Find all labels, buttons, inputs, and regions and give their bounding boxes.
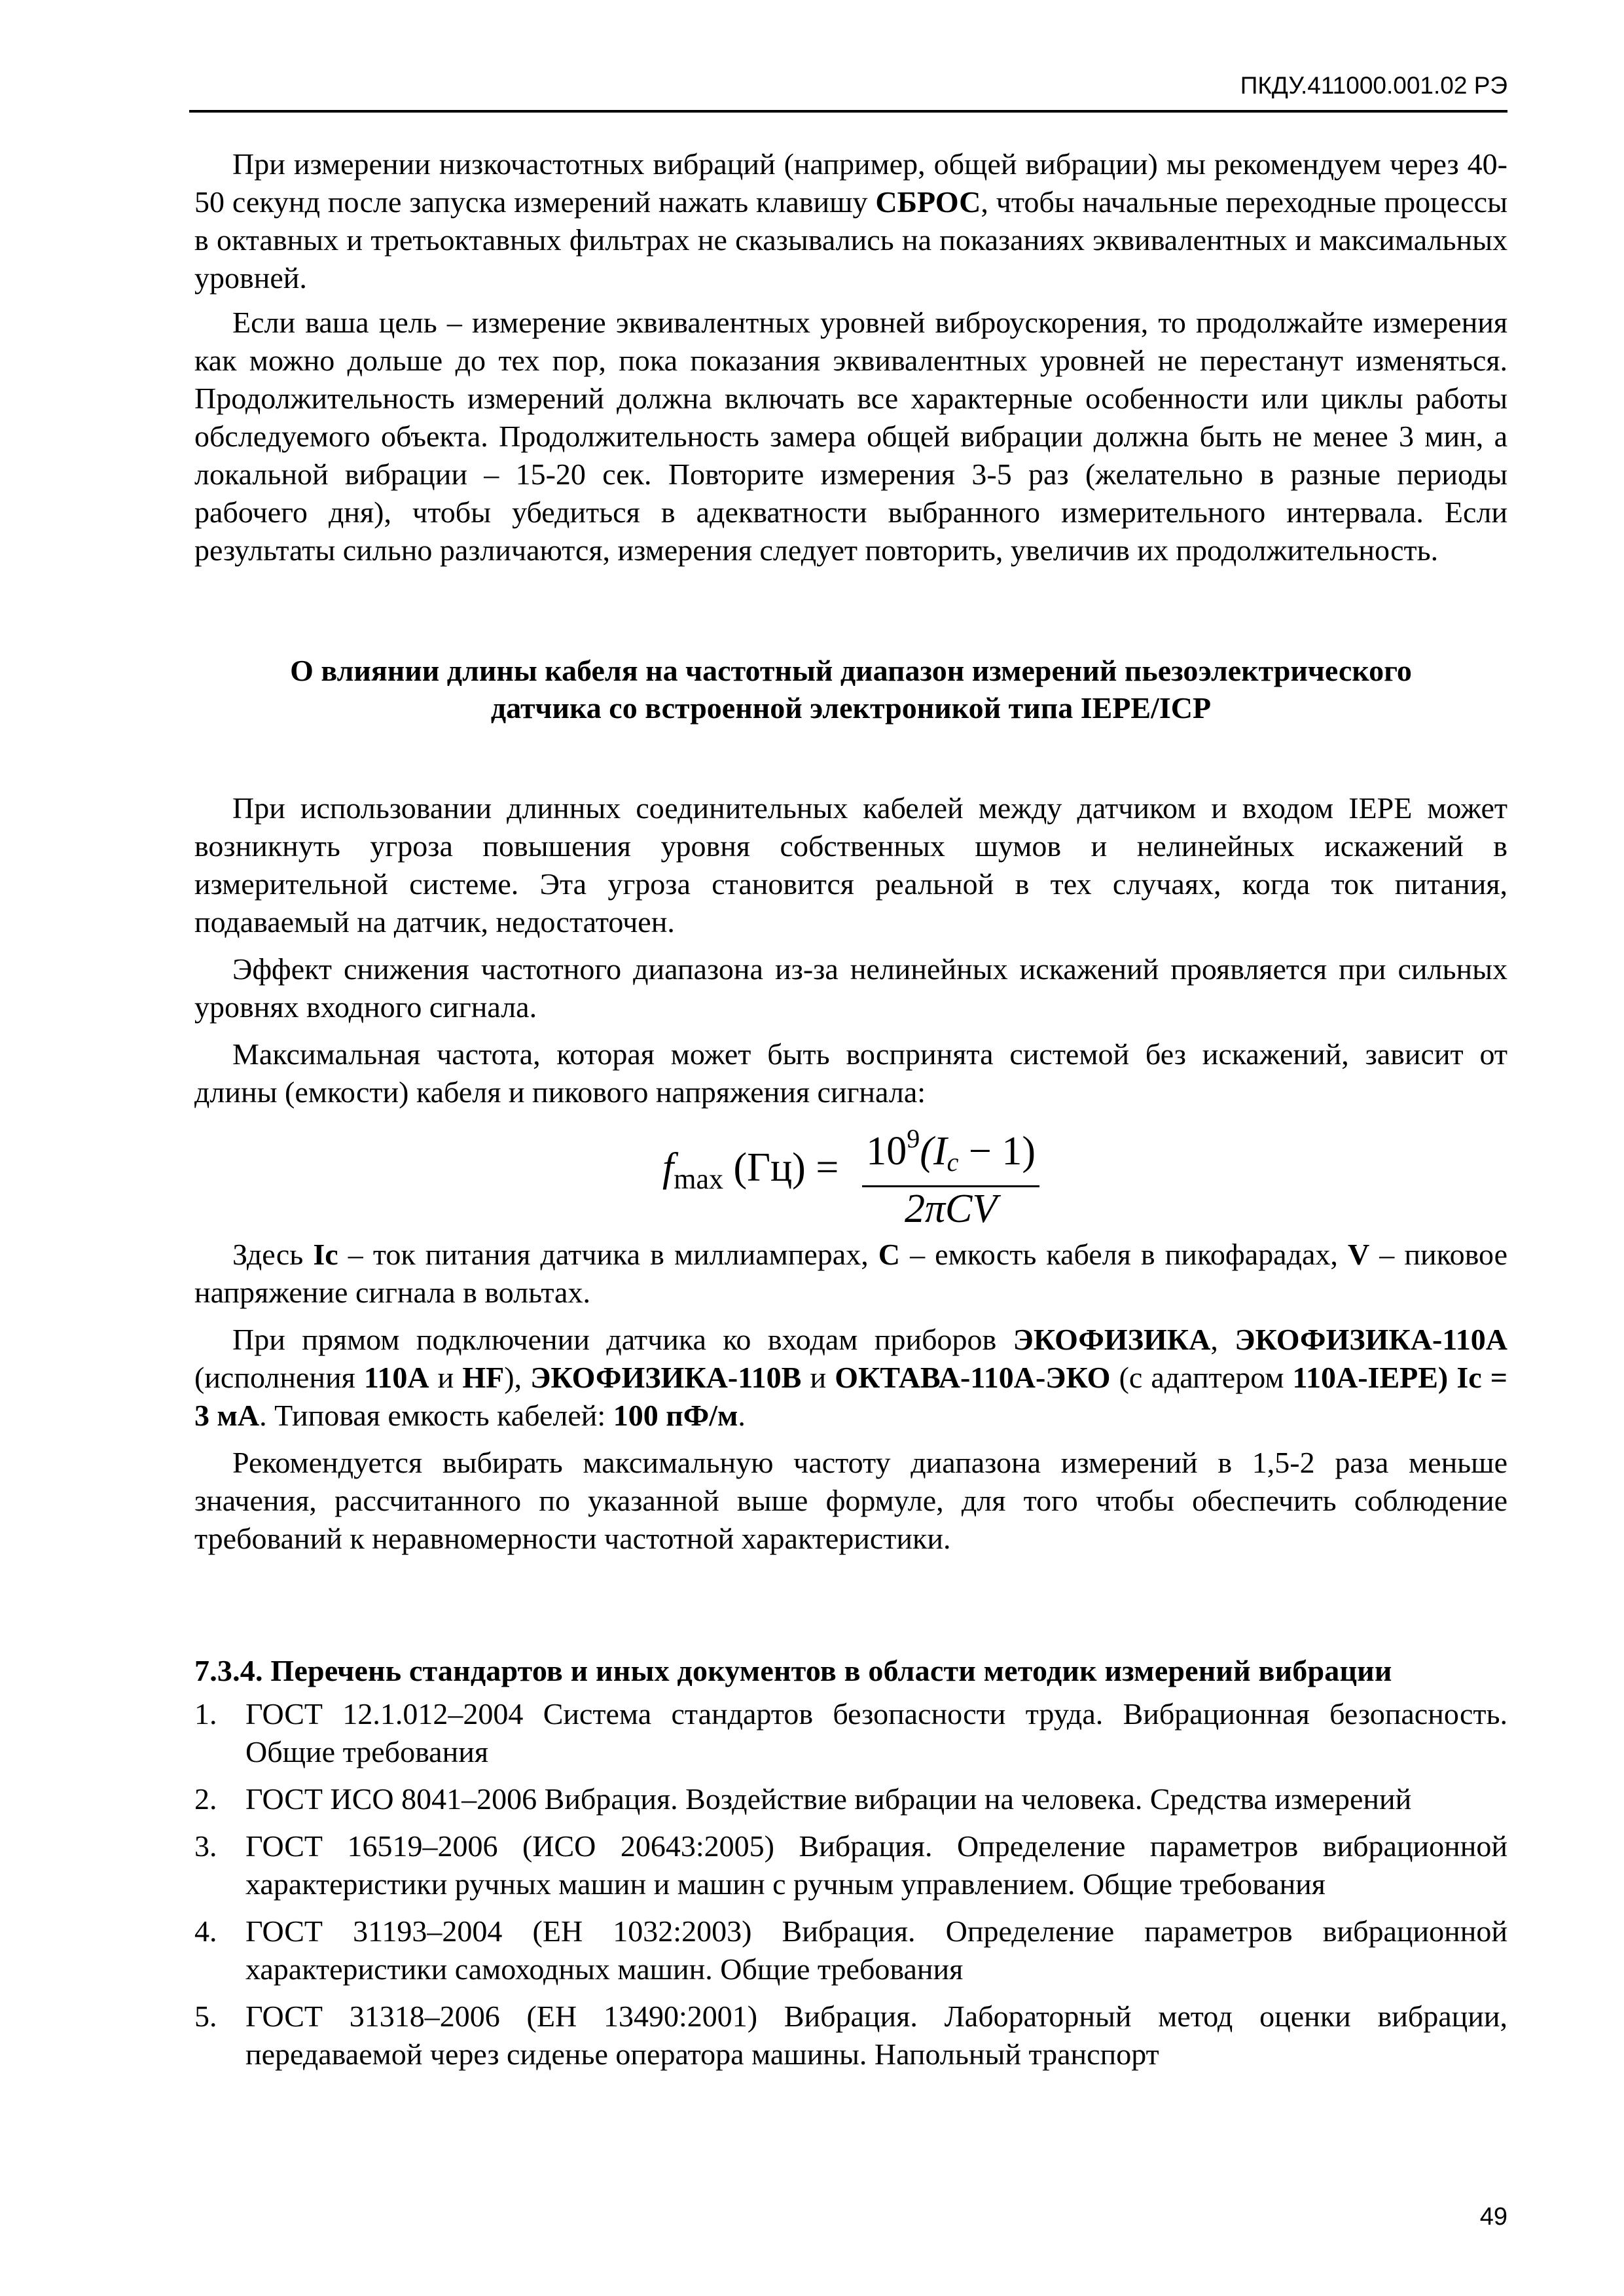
formula-num-sub: c — [947, 1147, 959, 1177]
text-run: ), — [504, 1361, 531, 1394]
spacer — [194, 579, 1507, 652]
symbol-ic: Ic — [313, 1238, 338, 1271]
text-run: и — [801, 1361, 835, 1394]
formula-fraction — [862, 1120, 1039, 1231]
text-run: Здесь — [232, 1238, 314, 1271]
key-name-reset: СБРОС — [875, 185, 981, 219]
text-run: . — [738, 1399, 746, 1432]
list-item — [194, 1695, 1507, 1771]
spacer — [194, 726, 1507, 789]
text-run: При прямом подключении датчика ко входам приборов — [232, 1323, 1013, 1356]
adapter-current: 110А-IEPE) Ic = 3 мА — [194, 1361, 1507, 1432]
list-item-text: ГОСТ ИСО 8041–2006 Вибрация. Воздействие вибрации на человека. Средства измерений — [245, 1782, 1412, 1816]
cable-capacitance: 100 пФ/м — [613, 1399, 738, 1432]
version-110a: 110А — [363, 1361, 429, 1394]
paragraph-symbols — [194, 1236, 1507, 1312]
text-run: – ток питания датчика в миллиамперах, — [338, 1238, 878, 1271]
paragraph-reset-advice — [194, 145, 1507, 297]
section-title — [194, 652, 1507, 726]
list-item-text: ГОСТ 31193–2004 (ЕН 1032:2003) Вибрация. Определение параметров вибрационной характеристики самоходных машин. Общие требования — [245, 1914, 1507, 1986]
paragraph-direct-connection — [194, 1321, 1507, 1435]
device-ecophysica-110a: ЭКОФИЗИКА-110А — [1235, 1323, 1507, 1356]
list-item-number: 4. — [194, 1914, 217, 1948]
text-run: , чтобы начальные переходные процессы в октавных и третьоктавных фильтрах не сказывались на показаниях эквивалентных и максимальных уровней. — [194, 185, 1507, 295]
formula-numerator — [862, 1120, 1039, 1187]
formula-max-sub: max — [674, 1163, 723, 1195]
text-run: (исполнения — [194, 1361, 364, 1394]
paragraph-cable-noise: При использовании длинных соединительных кабелей между датчиком и входом IEPE может возникнуть угроза повышения уровня собственных шумов и нелинейных искажений в измерительной системе. Эта угроза становится реальной в тех случаях, когда ток питания, подаваемый на датчик, недостаточен. — [194, 791, 1507, 939]
formula-unit: (Гц) = — [733, 1145, 839, 1190]
subsection-heading: 7.3.4. Перечень стандартов и иных документов в области методик измерений вибрации — [194, 1654, 1392, 1687]
paragraph-max-frequency: Максимальная частота, которая может быть воспринята системой без искажений, зависит от длины (емкости) кабеля и пикового напряжения сигнала: — [194, 1037, 1507, 1109]
formula-num-ic: (I — [920, 1128, 947, 1174]
spacer — [194, 1567, 1507, 1652]
formula-lhs — [662, 1145, 839, 1198]
text-run: – пиковое напряжение сигнала в вольтах. — [194, 1238, 1507, 1309]
formula-num-exp: 9 — [907, 1123, 920, 1153]
paragraph-frequency-effect: Эффект снижения частотного диапазона из-за нелинейных искажений проявляется при сильных уровнях входного сигнала. — [194, 952, 1507, 1024]
formula-num-close: − 1) — [958, 1128, 1036, 1174]
formula-num-base: 10 — [866, 1128, 907, 1174]
symbol-c: C — [878, 1238, 900, 1271]
header-rule — [189, 110, 1507, 113]
device-ecophysica: ЭКОФИЗИКА — [1013, 1323, 1211, 1356]
section-title-line2: датчика со встроенной электроникой типа IEPE/ICP — [490, 691, 1212, 725]
text-run: . Типовая емкость кабелей: — [259, 1399, 613, 1432]
list-item-text: ГОСТ 12.1.012–2004 Система стандартов безопасности труда. Вибрационная безопасность. Общие требования — [245, 1697, 1507, 1768]
text-run: и — [429, 1361, 463, 1394]
text-run: – емкость кабеля в пикофарадах, — [900, 1238, 1348, 1271]
list-item-number: 5. — [194, 2000, 217, 2033]
list-item — [194, 1780, 1507, 1818]
section-title-line1: О влиянии длины кабеля на частотный диапазон измерений пьезоэлектрического — [290, 654, 1412, 687]
page-number: 49 — [1479, 2203, 1507, 2231]
paragraph-measurement-duration: Если ваша цель – измерение эквивалентных уровней виброускорения, то продолжайте измерения как можно дольше до тех пор, пока показания эквивалентных уровней не перестанут изменяться. Продолжительность измерений должна включать все характерные особенности или циклы работы обследуемого объекта. Продолжительность замера общей вибрации должна быть не менее 3 мин, а локальной вибрации – 15-20 сек. Повторите измерения 3-5 раз (желательно в разные периоды рабочего дня), чтобы убедиться в адекватности выбранного измерительного интервала. Если результаты сильно различаются, измерения следует повторить, увеличив их продолжительность. — [194, 306, 1507, 567]
symbol-v: V — [1347, 1238, 1370, 1271]
list-item-number: 2. — [194, 1782, 217, 1816]
list-item — [194, 1912, 1507, 1988]
list-item — [194, 1827, 1507, 1903]
version-hf: HF — [462, 1361, 505, 1394]
list-item-number: 3. — [194, 1829, 217, 1863]
device-ecophysica-110v: ЭКОФИЗИКА-110В — [530, 1361, 802, 1394]
paragraph-recommendation: Рекомендуется выбирать максимальную частоту диапазона измерений в 1,5-2 раза меньше значения, рассчитанного по указанной выше формуле, для того чтобы обеспечить соблюдение требований к неравномерности частотной характеристики. — [194, 1446, 1507, 1555]
list-item — [194, 1998, 1507, 2073]
standards-list — [194, 1695, 1507, 2073]
device-oktava-110a-eco: ОКТАВА-110А-ЭКО — [835, 1361, 1111, 1394]
list-item-number: 1. — [194, 1697, 217, 1731]
formula-denominator: 2πCV — [904, 1186, 998, 1231]
page-body — [194, 145, 1507, 2083]
document-code: ПКДУ.411000.001.02 РЭ — [1240, 72, 1507, 99]
list-item-text: ГОСТ 16519–2006 (ИСО 20643:2005) Вибрация. Определение параметров вибрационной характеристики ручных машин и машин с ручным управлением. Общие требования — [245, 1829, 1507, 1901]
formula-max-frequency — [194, 1111, 1507, 1236]
text-run: При измерении низкочастотных вибраций (например, общей вибрации) мы рекомендуем через 40-50 секунд после запуска измерений нажать клавишу — [194, 147, 1507, 219]
text-run: (с адаптером — [1110, 1361, 1293, 1394]
formula-f: f — [662, 1145, 674, 1190]
list-item-text: ГОСТ 31318–2006 (ЕН 13490:2001) Вибрация. Лабораторный метод оценки вибрации, передаваемой через сиденье оператора машины. Напольный транспорт — [245, 2000, 1507, 2071]
text-run: , — [1210, 1323, 1235, 1356]
